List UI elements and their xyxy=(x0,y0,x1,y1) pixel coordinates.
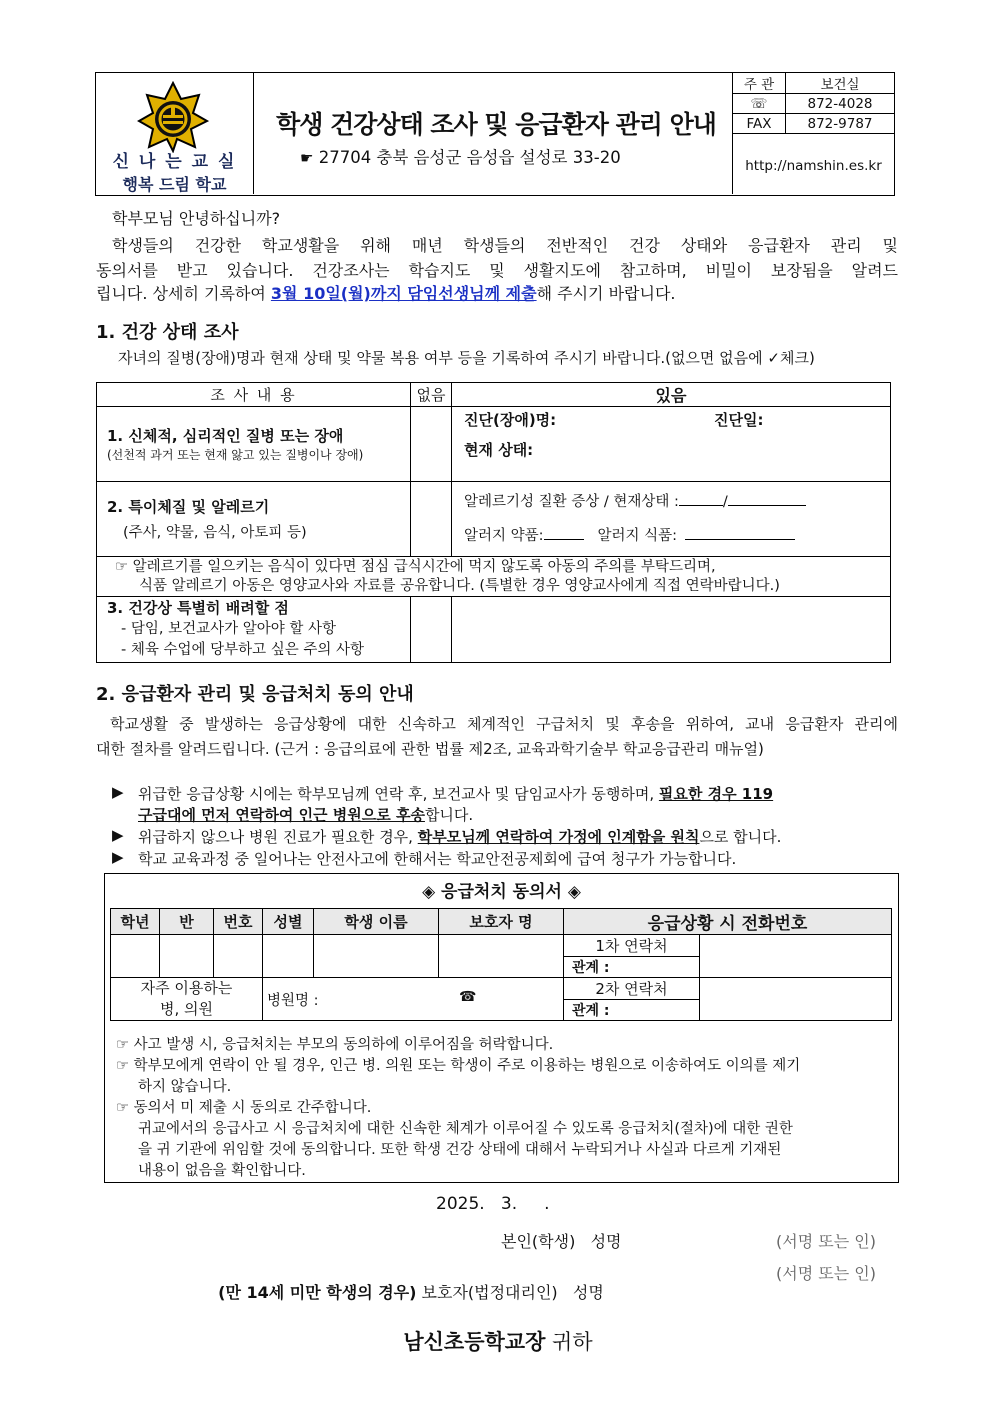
contact1-relation[interactable]: 관계 : xyxy=(564,957,700,978)
bullet-2 xyxy=(138,826,781,847)
guardian-sign-field[interactable]: (서명 또는 인) xyxy=(776,1264,876,1283)
consent-note: ☞ 학부모에게 연락이 안 될 경우, 인근 병. 의원 또는 학생이 주로 이용하는 병원으로 이송하여도 이의를 제기 xyxy=(116,1058,801,1074)
hospital-label-line1: 자주 이용하는 xyxy=(140,979,233,997)
header-emergency-phone: 응급상황 시 전화번호 xyxy=(564,909,892,935)
student-sign-field[interactable]: (서명 또는 인) xyxy=(776,1232,876,1251)
addressee-name: 남신초등학교장 xyxy=(403,1329,546,1354)
consent-title: ◈ 응급처치 동의서 ◈ xyxy=(422,882,581,902)
row2-subtitle: (주사, 약물, 음식, 아토피 등) xyxy=(123,525,307,541)
addressee xyxy=(390,1302,593,1356)
row1-title: 1. 신체적, 심리적인 질병 또는 장애 xyxy=(107,427,344,445)
bullet-3-icon: ▶ xyxy=(112,848,124,866)
bullet-1-line2 xyxy=(138,804,473,825)
allergy-items-line xyxy=(464,524,795,545)
row3-details[interactable] xyxy=(452,597,891,663)
row1-none-checkbox[interactable] xyxy=(411,407,452,482)
intro-line4 xyxy=(96,281,675,304)
row3-sub2: - 체육 수업에 당부하고 싶은 주의 사항 xyxy=(121,642,364,658)
addressee-suffix: 귀하 xyxy=(545,1330,593,1354)
row1-details xyxy=(452,407,891,482)
header-guardian-name: 보호자 명 xyxy=(439,909,564,935)
allergy-note xyxy=(97,557,891,597)
logo-line2: 행복 드림 학교 xyxy=(122,175,227,194)
number-input[interactable] xyxy=(214,935,263,978)
hospital-name-field[interactable] xyxy=(263,978,564,1021)
row2-label xyxy=(97,482,411,557)
header-gender: 성별 xyxy=(263,909,314,935)
intro-line2: 학생들의 건강한 학교생활을 위해 매년 학생들의 전반적인 건강 상태와 응급환자 관리 및 xyxy=(112,236,898,255)
section2-desc2: 대한 절차를 알려드립니다. (근거 : 응급의료에 관한 법률 제2조, 교육과학기술부 학교응급관리 매뉴얼) xyxy=(96,740,764,758)
class-input[interactable] xyxy=(160,935,214,978)
info-key: ☏ xyxy=(733,94,786,114)
guardian-label: 보호자(법정대리인) 성명 xyxy=(416,1283,604,1302)
intro-line4-post: 해 주시기 바랍니다. xyxy=(536,284,676,303)
bullet-2-bold: 학부모님께 연락하여 가정에 인계함을 원칙 xyxy=(417,828,700,846)
intro-line3: 동의서를 받고 있습니다. 건강조사는 학습지도 및 생활지도에 참고하며, 비밀이 보장됨을 알려드 xyxy=(96,261,898,280)
col-content-header: 조 사 내 용 xyxy=(97,383,411,407)
contact1-label: 1차 연락처 xyxy=(564,935,700,957)
consent-note: 내용이 없음을 확인합니다. xyxy=(138,1163,306,1179)
allergy-status-label: 알레르기성 질환 증상 / 현재상태 : xyxy=(464,494,679,510)
bullet-1-bold: 필요한 경우 119 xyxy=(658,785,774,803)
contact1-phone-input[interactable] xyxy=(700,935,892,978)
guardian-sign-label xyxy=(208,1261,604,1303)
gender-input[interactable] xyxy=(263,935,314,978)
hospital-name-label: 병원명 : xyxy=(267,993,319,1009)
bullet-1-bold2: 구급대에 먼저 연락하여 인근 병원으로 후송 xyxy=(138,806,425,824)
bullet-1-icon: ▶ xyxy=(112,783,124,801)
bullet-2-icon: ▶ xyxy=(112,826,124,844)
header-class: 반 xyxy=(160,909,214,935)
allergy-blank-2[interactable] xyxy=(728,505,806,506)
contact2-phone-input[interactable] xyxy=(700,978,892,1021)
row3-label xyxy=(97,597,411,663)
bullet-1-line1 xyxy=(138,783,898,804)
section1-heading: 1. 건강 상태 조사 xyxy=(96,322,239,343)
info-value: 보건실 xyxy=(786,73,895,94)
bullet-2-post: 으로 합니다. xyxy=(699,828,782,846)
bullet-1-text: 위급한 응급상황 시에는 학부모님께 연락 후, 보건교사 및 담임교사가 동행하며, xyxy=(138,785,659,803)
header-grade: 학년 xyxy=(111,909,160,935)
logo-line1: 신 나 는 교 실 xyxy=(112,152,237,172)
student-sign-label: 본인(학생) 성명 xyxy=(501,1232,622,1251)
intro-line4-pre: 립니다. 상세히 기록하여 xyxy=(96,284,271,303)
school-url[interactable]: http://namshin.es.kr xyxy=(745,158,882,174)
bullet-3: 학교 교육과정 중 일어나는 안전사고에 한해서는 학교안전공제회에 급여 청구가 가능합니다. xyxy=(138,850,737,868)
consent-notes xyxy=(116,1035,886,1182)
bullet-1-post: 합니다. xyxy=(424,806,474,824)
greeting: 학부모님 안녕하십니까? xyxy=(112,209,281,228)
contact-info-box xyxy=(732,73,894,194)
row3-title: 3. 건강상 특별히 배려할 점 xyxy=(107,599,289,617)
row1-subtitle: (선천적 과거 또는 현재 앓고 있는 질병이나 장애) xyxy=(107,448,364,462)
info-value: 872-4028 xyxy=(786,94,895,114)
allergy-drug-label: 알러지 약품: xyxy=(464,528,544,544)
allergy-note-line2: 식품 알레르기 아동은 영양교사와 자료를 공유합니다. (특별한 경우 영양교사에게 직접 연락바랍니다.) xyxy=(139,577,780,594)
hospital-label-line2: 병, 의원 xyxy=(159,1000,213,1018)
health-survey-table xyxy=(96,382,891,663)
hospital-label xyxy=(111,978,263,1021)
hand-pointing-icon: ☛ xyxy=(300,149,314,167)
contact2-relation[interactable]: 관계 : xyxy=(564,1000,700,1021)
row2-details xyxy=(452,482,891,557)
school-emblem-icon xyxy=(137,81,209,153)
allergy-note-line1: ☞ 알레르기를 일으키는 음식이 있다면 점심 급식시간에 먹지 않도록 아동의 주의를 부탁드리며, xyxy=(115,558,716,575)
section2-heading: 2. 응급환자 관리 및 응급처치 동의 안내 xyxy=(96,684,414,705)
address-text: 27704 충북 음성군 음성읍 설성로 33-20 xyxy=(318,148,621,167)
col-none-header: 없음 xyxy=(411,383,452,407)
diagnosis-date-label: 진단일: xyxy=(714,411,764,429)
row3-sub1: - 담임, 보건교사가 알아야 할 사항 xyxy=(121,621,336,637)
section2-desc1: 학교생활 중 발생하는 응급상황에 대한 신속하고 체계적인 구급처치 및 후송을 위하여, 교내 응급환자 관리에 xyxy=(110,715,898,733)
phone-icon: ☎ xyxy=(459,989,477,1005)
contact-info-table xyxy=(733,73,894,134)
info-key: FAX xyxy=(733,114,786,134)
row3-none-checkbox[interactable] xyxy=(411,597,452,663)
consent-table xyxy=(110,908,892,1021)
document-header xyxy=(95,72,895,196)
allergy-drug-blank[interactable] xyxy=(544,539,584,540)
header-number: 번호 xyxy=(214,909,263,935)
bullet-2-text: 위급하지 않으나 병원 진료가 필요한 경우, xyxy=(138,828,418,846)
allergy-food-label: 알러지 식품: xyxy=(597,528,678,544)
diagnosis-name-label: 진단(장애)명: xyxy=(464,411,557,429)
allergy-food-blank[interactable] xyxy=(685,539,795,540)
header-student-name: 학생 이름 xyxy=(314,909,439,935)
consent-note: ☞ 사고 발생 시, 응급처치는 부모의 동의하에 이루어짐을 허락합니다. xyxy=(116,1037,554,1053)
grade-input[interactable] xyxy=(111,935,160,978)
allergy-blank-1[interactable] xyxy=(679,505,723,506)
col-yes-header: 있음 xyxy=(452,383,891,407)
student-name-input[interactable] xyxy=(314,935,439,978)
contact2-label: 2차 연락처 xyxy=(564,978,700,1000)
deadline-highlight: 3월 10일(월)까지 담임선생님께 제출 xyxy=(270,284,537,303)
consent-note: 을 귀 기관에 위임할 것에 동의합니다. 또한 학생 건강 상태에 대해서 누락되거나 사실과 다르게 기재된 xyxy=(138,1142,782,1158)
row2-title: 2. 특이체질 및 알레르기 xyxy=(107,498,270,516)
document-title: 학생 건강상태 조사 및 응급환자 관리 안내 xyxy=(276,110,716,139)
guardian-age-note: (만 14세 미만 학생의 경우) xyxy=(218,1283,417,1302)
row2-none-checkbox[interactable] xyxy=(411,482,452,557)
consent-note: ☞ 동의서 미 제출 시 동의로 간주합니다. xyxy=(116,1100,372,1116)
signature-date[interactable]: 2025. 3. . xyxy=(436,1194,550,1214)
row1-label xyxy=(97,407,411,482)
guardian-name-input[interactable] xyxy=(439,935,564,978)
info-value: 872-9787 xyxy=(786,114,895,134)
consent-note: 귀교에서의 응급사고 시 응급처치에 대한 신속한 체계가 이루어질 수 있도록 응급처치(절차)에 대한 권한 xyxy=(138,1121,793,1137)
consent-note: 하지 않습니다. xyxy=(138,1079,232,1095)
info-key: 주 관 xyxy=(733,73,786,94)
current-state-label: 현재 상태: xyxy=(464,441,534,459)
address-line xyxy=(300,144,621,168)
section1-desc: 자녀의 질병(장애)명과 현재 상태 및 약물 복용 여부 등을 기록하여 주시기 바랍니다.(없으면 없음에 ✓체크) xyxy=(118,349,815,367)
allergy-status-line: 알레르기성 질환 증상 / 현재상태 : / xyxy=(464,490,806,511)
school-logo-box xyxy=(96,73,254,194)
